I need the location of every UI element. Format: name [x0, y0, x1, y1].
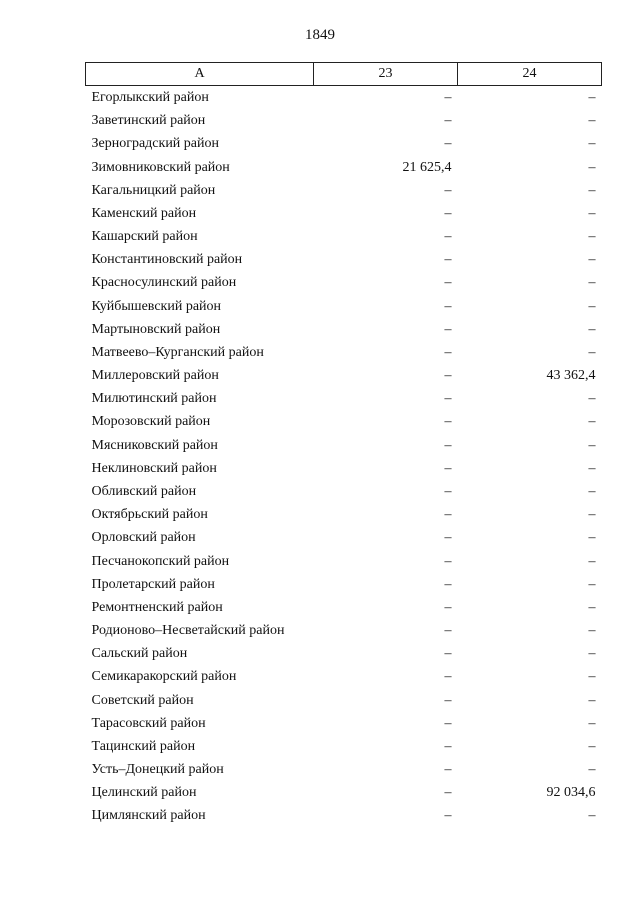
district-name-cell: Морозовский район — [91, 414, 211, 430]
table-row — [86, 735, 602, 758]
table-body — [86, 86, 602, 828]
column-23-cell: – — [444, 298, 452, 314]
district-name-cell: Пролетарский район — [91, 576, 215, 592]
table-row — [86, 642, 602, 665]
column-23-cell: – — [444, 484, 452, 499]
column-23-cell: – — [444, 669, 452, 685]
district-name-cell: Зерноградский район — [91, 136, 219, 152]
district-name-cell: Цимлянский район — [91, 808, 206, 824]
district-name-cell: Сальский район — [91, 646, 188, 662]
column-23-cell: – — [444, 623, 452, 639]
column-23-cell: – — [444, 113, 452, 129]
column-23-cell: – — [444, 136, 452, 152]
column-23-cell: – — [444, 460, 452, 476]
district-name-cell: Куйбышевский район — [91, 298, 222, 314]
column-24-cell: – — [588, 623, 596, 639]
table-row — [86, 295, 602, 318]
column-24-cell: – — [588, 576, 596, 592]
column-23-cell: – — [444, 252, 452, 268]
column-24-cell: 43 362,4 — [546, 368, 596, 384]
district-name-cell: Зимовниковский район — [91, 159, 230, 175]
district-name-cell: Мартыновский район — [91, 321, 221, 337]
table-row — [86, 109, 602, 132]
column-24-cell: – — [588, 762, 596, 778]
column-23-cell: – — [444, 344, 452, 360]
column-23-cell: – — [444, 205, 452, 221]
table-row — [86, 86, 602, 110]
column-24-cell: – — [588, 252, 596, 268]
district-name-cell: Кашарский район — [91, 229, 198, 245]
column-24-cell: – — [588, 136, 596, 152]
column-23-cell: – — [444, 507, 452, 523]
column-23-cell: – — [444, 90, 452, 106]
table-row — [86, 132, 602, 155]
district-name-cell: Орловский район — [91, 530, 196, 546]
column-23-cell: – — [444, 599, 452, 615]
table-row — [86, 688, 602, 711]
table-row — [86, 549, 602, 572]
table-row — [86, 341, 602, 364]
table-row — [86, 364, 602, 387]
table-row — [86, 457, 602, 480]
column-24-cell: – — [588, 599, 596, 615]
column-23-cell: – — [444, 414, 452, 430]
column-24-cell: – — [588, 205, 596, 221]
table-row — [86, 156, 602, 179]
district-name-cell: Константиновский район — [91, 252, 243, 268]
table-row — [86, 434, 602, 457]
column-23-cell: – — [444, 321, 452, 337]
table-row — [86, 179, 602, 202]
district-name-cell: Красносулинский район — [91, 275, 237, 291]
column-23-cell: – — [444, 808, 452, 824]
column-23-cell: – — [444, 715, 452, 731]
column-24-cell: – — [588, 229, 596, 245]
district-name-cell: Кагальницкий район — [91, 182, 216, 198]
column-24-cell: – — [588, 321, 596, 337]
column-24-cell: – — [588, 113, 596, 129]
district-name-cell: Октябрьский район — [91, 507, 208, 523]
column-24-cell: – — [588, 669, 596, 685]
table-row — [86, 619, 602, 642]
table-row — [86, 712, 602, 735]
column-header-a: А — [86, 63, 314, 86]
district-name-cell: Обливский район — [91, 484, 197, 499]
column-24-cell: – — [588, 460, 596, 476]
column-24-cell: – — [588, 159, 596, 175]
table-row — [86, 665, 602, 688]
district-name-cell: Ремонтненский район — [91, 599, 223, 615]
column-24-cell: – — [588, 182, 596, 198]
district-name-cell: Советский район — [91, 692, 194, 708]
district-name-cell: Тарасовский район — [91, 715, 206, 731]
district-name-cell: Егорлыкский район — [91, 90, 209, 106]
column-23-cell: – — [444, 275, 452, 291]
column-24-cell: – — [588, 715, 596, 731]
column-24-cell: – — [588, 344, 596, 360]
table-row — [86, 573, 602, 596]
column-24-cell: – — [588, 484, 596, 499]
table-header-row — [86, 63, 602, 86]
district-name-cell: Тацинский район — [91, 738, 196, 754]
column-24-cell: – — [588, 692, 596, 708]
table-row — [86, 202, 602, 225]
column-24-cell: – — [588, 414, 596, 430]
column-23-cell: – — [444, 182, 452, 198]
column-23-cell: – — [444, 692, 452, 708]
column-header-24: 24 — [458, 63, 602, 86]
column-24-cell: – — [588, 530, 596, 546]
district-name-cell: Родионово–Несветайский район — [91, 623, 285, 639]
district-name-cell: Милютинский район — [91, 391, 217, 407]
district-name-cell: Матвеево–Курганский район — [91, 344, 264, 360]
column-24-cell: – — [588, 808, 596, 824]
budget-table — [85, 62, 602, 828]
district-name-cell: Целинский район — [91, 785, 197, 801]
column-23-cell: – — [444, 229, 452, 245]
column-24-cell: – — [588, 553, 596, 569]
column-23-cell: – — [444, 553, 452, 569]
column-24-cell: – — [588, 646, 596, 662]
table-row — [86, 248, 602, 271]
column-23-cell: – — [444, 738, 452, 754]
column-23-cell: 21 625,4 — [402, 159, 452, 175]
column-23-cell: – — [444, 762, 452, 778]
column-24-cell: – — [588, 90, 596, 106]
column-23-cell: – — [444, 785, 452, 801]
table-row — [86, 758, 602, 781]
district-name-cell: Мясниковский район — [91, 437, 218, 453]
table-row — [86, 804, 602, 827]
column-header-23: 23 — [314, 63, 458, 86]
column-24-cell: – — [588, 275, 596, 291]
column-23-cell: – — [444, 437, 452, 453]
column-23-cell: – — [444, 646, 452, 662]
column-23-cell: – — [444, 391, 452, 407]
column-24-cell: – — [588, 391, 596, 407]
column-24-cell: 92 034,6 — [546, 785, 596, 801]
district-name-cell: Каменский район — [91, 205, 197, 221]
column-23-cell: – — [444, 576, 452, 592]
page-number: 1849 — [305, 27, 335, 43]
column-24-cell: – — [588, 507, 596, 523]
district-name-cell: Неклиновский район — [91, 460, 217, 476]
table-row — [86, 781, 602, 804]
table-row — [86, 503, 602, 526]
table-row — [86, 480, 602, 503]
column-24-cell: – — [588, 738, 596, 754]
column-24-cell: – — [588, 437, 596, 453]
district-name-cell: Семикаракорский район — [91, 669, 237, 685]
district-name-cell: Миллеровский район — [91, 368, 219, 384]
column-24-cell: – — [588, 298, 596, 314]
table-row — [86, 318, 602, 341]
table-row — [86, 596, 602, 619]
district-name-cell: Песчанокопский район — [91, 553, 230, 569]
table-row — [86, 271, 602, 294]
table-row — [86, 526, 602, 549]
table-row — [86, 410, 602, 433]
column-23-cell: – — [444, 368, 452, 384]
table-row — [86, 225, 602, 248]
district-name-cell: Заветинский район — [91, 113, 206, 129]
district-name-cell: Усть–Донецкий район — [91, 762, 224, 778]
column-23-cell: – — [444, 530, 452, 546]
table-row — [86, 387, 602, 410]
